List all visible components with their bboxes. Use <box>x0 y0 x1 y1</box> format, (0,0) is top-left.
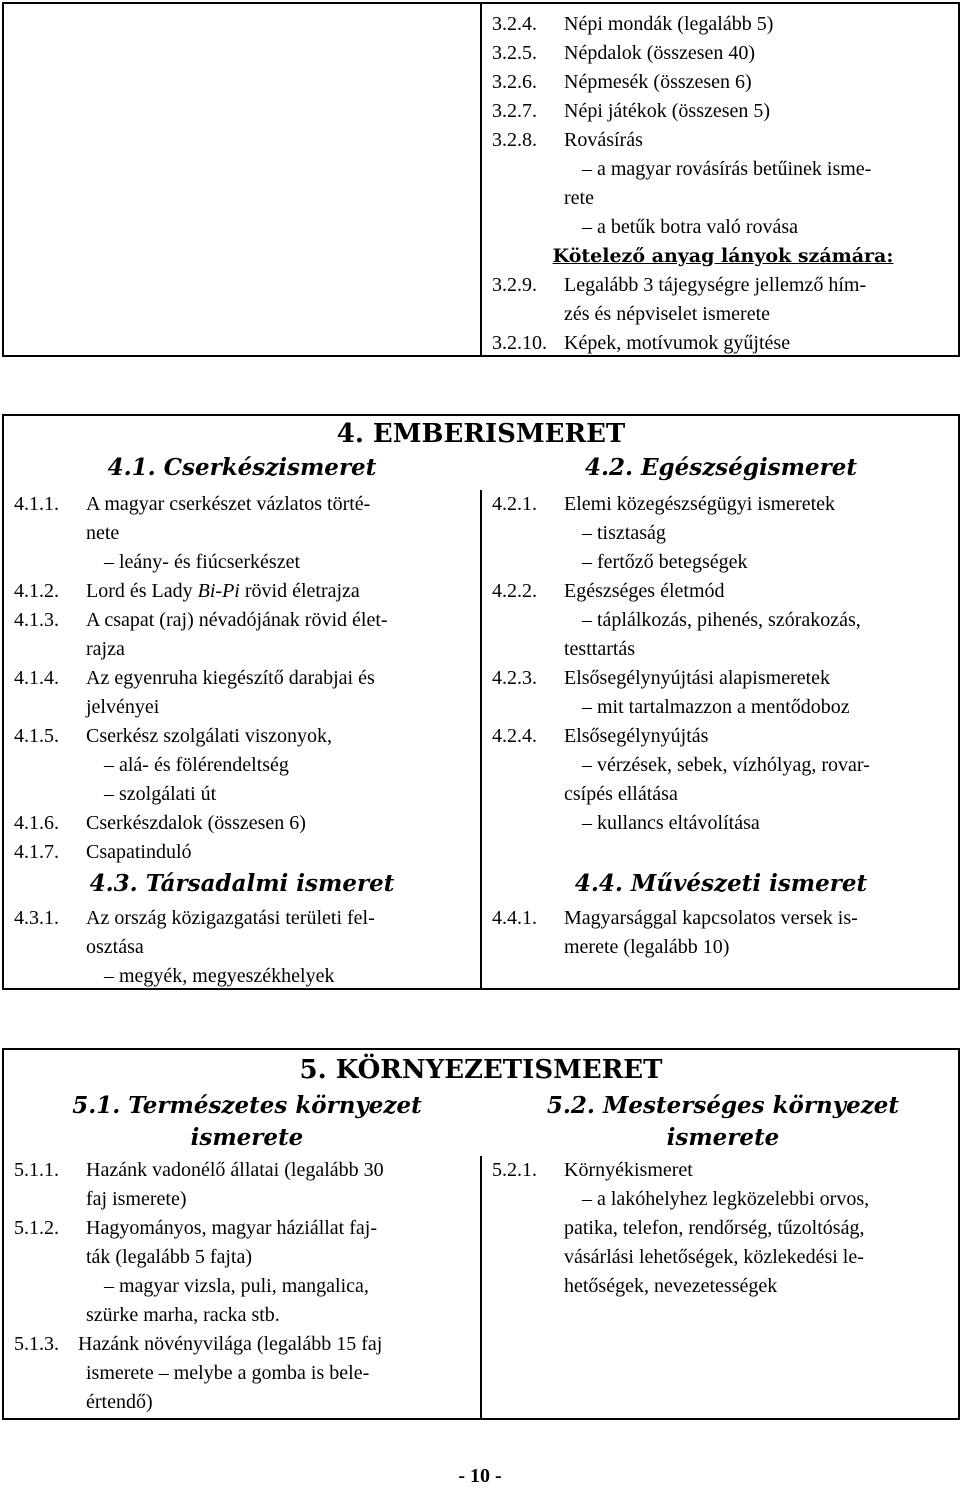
sub-item-cont: vásárlási lehetőségek, közlekedési le- <box>564 1246 864 1268</box>
sub-item: – tisztaság <box>582 522 666 544</box>
sub-item: – alá- és fölérendeltség <box>104 754 289 776</box>
list-item: 4.2.3. Elsősegélynyújtási alapismeretek <box>492 667 831 689</box>
section42-heading: 4.2. Egészségismeret <box>585 454 857 481</box>
sub-item: – szolgálati út <box>104 783 217 805</box>
section42-column <box>492 490 954 838</box>
section44-column <box>492 904 954 962</box>
section41-heading: 4.1. Cserkészismeret <box>107 454 377 481</box>
list-item-cont: nete <box>86 522 120 544</box>
top-table <box>2 2 960 357</box>
list-item-cont: merete (legalább 10) <box>564 936 730 958</box>
column-divider <box>480 1156 482 1418</box>
list-item-cont: rajza <box>86 638 125 660</box>
section5-table <box>2 1048 960 1420</box>
sub-item-cont: csípés ellátása <box>564 783 678 805</box>
list-item: 3.2.10. Képek, motívumok gyűjtése <box>492 332 791 354</box>
section4-title: 4. EMBERISMERET <box>336 419 626 449</box>
list-item: 4.1.7. Csapatinduló <box>14 841 192 863</box>
list-item-cont: jelvényei <box>86 696 160 718</box>
section51-heading <box>4 1090 490 1154</box>
list-item: 3.2.7. Népi játékok (összesen 5) <box>492 100 771 122</box>
list-item: 5.1.2. Hagyományos, magyar háziállat faj- <box>14 1217 377 1239</box>
list-item-cont: ismerete – melybe a gomba is bele- <box>86 1362 370 1384</box>
sub-item: – leány- és fiúcserkészet <box>104 551 301 573</box>
sub-item: – táplálkozás, pihenés, szórakozás, <box>582 609 861 631</box>
list-item: 3.2.4. Népi mondák (legalább 5) <box>492 13 774 35</box>
list-item-cont: faj ismerete) <box>86 1188 187 1210</box>
section52-heading <box>484 1090 960 1154</box>
sub-item: – mit tartalmazzon a mentődoboz <box>582 696 850 718</box>
page-number: - 10 - <box>458 1465 502 1487</box>
list-item-cont: osztása <box>86 936 144 958</box>
list-item: 4.3.1. Az ország közigazgatási területi fel- <box>14 907 375 929</box>
sub-item: – kullancs eltávolítása <box>582 812 760 834</box>
list-item: 5.1.3. Hazánk növényvilága (legalább 15 faj <box>14 1333 383 1355</box>
sub-item: rete <box>564 187 594 209</box>
sub-item: – vérzések, sebek, vízhólyag, rovar- <box>582 754 870 776</box>
sub-item-cont: testtartás <box>564 638 636 660</box>
list-item: 3.2.8. Rovásírás <box>492 129 643 151</box>
section4-table <box>2 414 960 990</box>
sub-item: – a lakóhelyhez legközelebbi orvos, <box>582 1188 870 1210</box>
top-right-column <box>492 10 954 358</box>
section43-column <box>14 904 476 991</box>
sub-item-cont: hetőségek, nevezetességek <box>564 1275 778 1297</box>
column-divider <box>480 490 482 988</box>
list-item: 4.1.6. Cserkészdalok (összesen 6) <box>14 812 306 834</box>
section51-column <box>14 1156 476 1417</box>
sub-item: – megyék, megyeszékhelyek <box>104 965 335 987</box>
sub-item-cont: patika, telefon, rendőrség, tűzoltóság, <box>564 1217 865 1239</box>
list-item: 4.1.3. A csapat (raj) névadójának rövid élet- <box>14 609 388 631</box>
section44-heading: 4.4. Művészeti ismeret <box>574 870 868 897</box>
list-item-cont: értendő) <box>86 1391 153 1413</box>
list-item: 5.2.1. Környékismeret <box>492 1159 693 1181</box>
section5-title: 5. KÖRNYEZETISMERET <box>299 1055 663 1085</box>
list-item: 5.1.1. Hazánk vadonélő állatai (legalább 30 <box>14 1159 384 1181</box>
girls-heading: Kötelező anyag lányok számára: <box>552 245 894 267</box>
sub-item: – magyar vizsla, puli, mangalica, <box>104 1275 369 1297</box>
list-item: 4.2.4. Elsősegélynyújtás <box>492 725 709 747</box>
section52-heading-line1: 5.2. Mesterséges környezet <box>546 1092 900 1119</box>
section51-heading-line1: 5.1. Természetes környezet <box>72 1092 422 1119</box>
sub-item: – fertőző betegségek <box>582 551 748 573</box>
sub-item-cont: szürke marha, racka stb. <box>86 1304 280 1326</box>
list-item: 3.2.9. Legalább 3 tájegységre jellemző hím- <box>492 274 867 296</box>
column-divider <box>480 4 482 355</box>
list-item: 4.2.2. Egészséges életmód <box>492 580 725 602</box>
sub-item: – a betűk botra való rovása <box>582 216 799 238</box>
section41-column <box>14 490 476 867</box>
sub-item: – a magyar rovásírás betűinek isme- <box>582 158 872 180</box>
section51-heading-line2: ismerete <box>190 1124 304 1151</box>
list-item: 4.4.1. Magyarsággal kapcsolatos versek is- <box>492 907 858 929</box>
list-item: 4.2.1. Elemi közegészségügyi ismeretek <box>492 493 836 515</box>
list-item-cont: zés és népviselet ismerete <box>564 303 771 325</box>
list-item: 4.1.4. Az egyenruha kiegészítő darabjai és <box>14 667 375 689</box>
section43-heading: 4.3. Társadalmi ismeret <box>89 870 395 897</box>
list-item: 4.1.1. A magyar cserkészet vázlatos törté- <box>14 493 371 515</box>
list-item: 3.2.6. Népmesék (összesen 6) <box>492 71 752 93</box>
list-item: 4.1.2. Lord és Lady Bi-Pi rövid életrajza <box>14 580 360 602</box>
list-item-cont: ták (legalább 5 fajta) <box>86 1246 253 1268</box>
section52-heading-line2: ismerete <box>666 1124 780 1151</box>
list-item: 4.1.5. Cserkész szolgálati viszonyok, <box>14 725 333 747</box>
list-item: 3.2.5. Népdalok (összesen 40) <box>492 42 756 64</box>
section52-column <box>492 1156 954 1301</box>
